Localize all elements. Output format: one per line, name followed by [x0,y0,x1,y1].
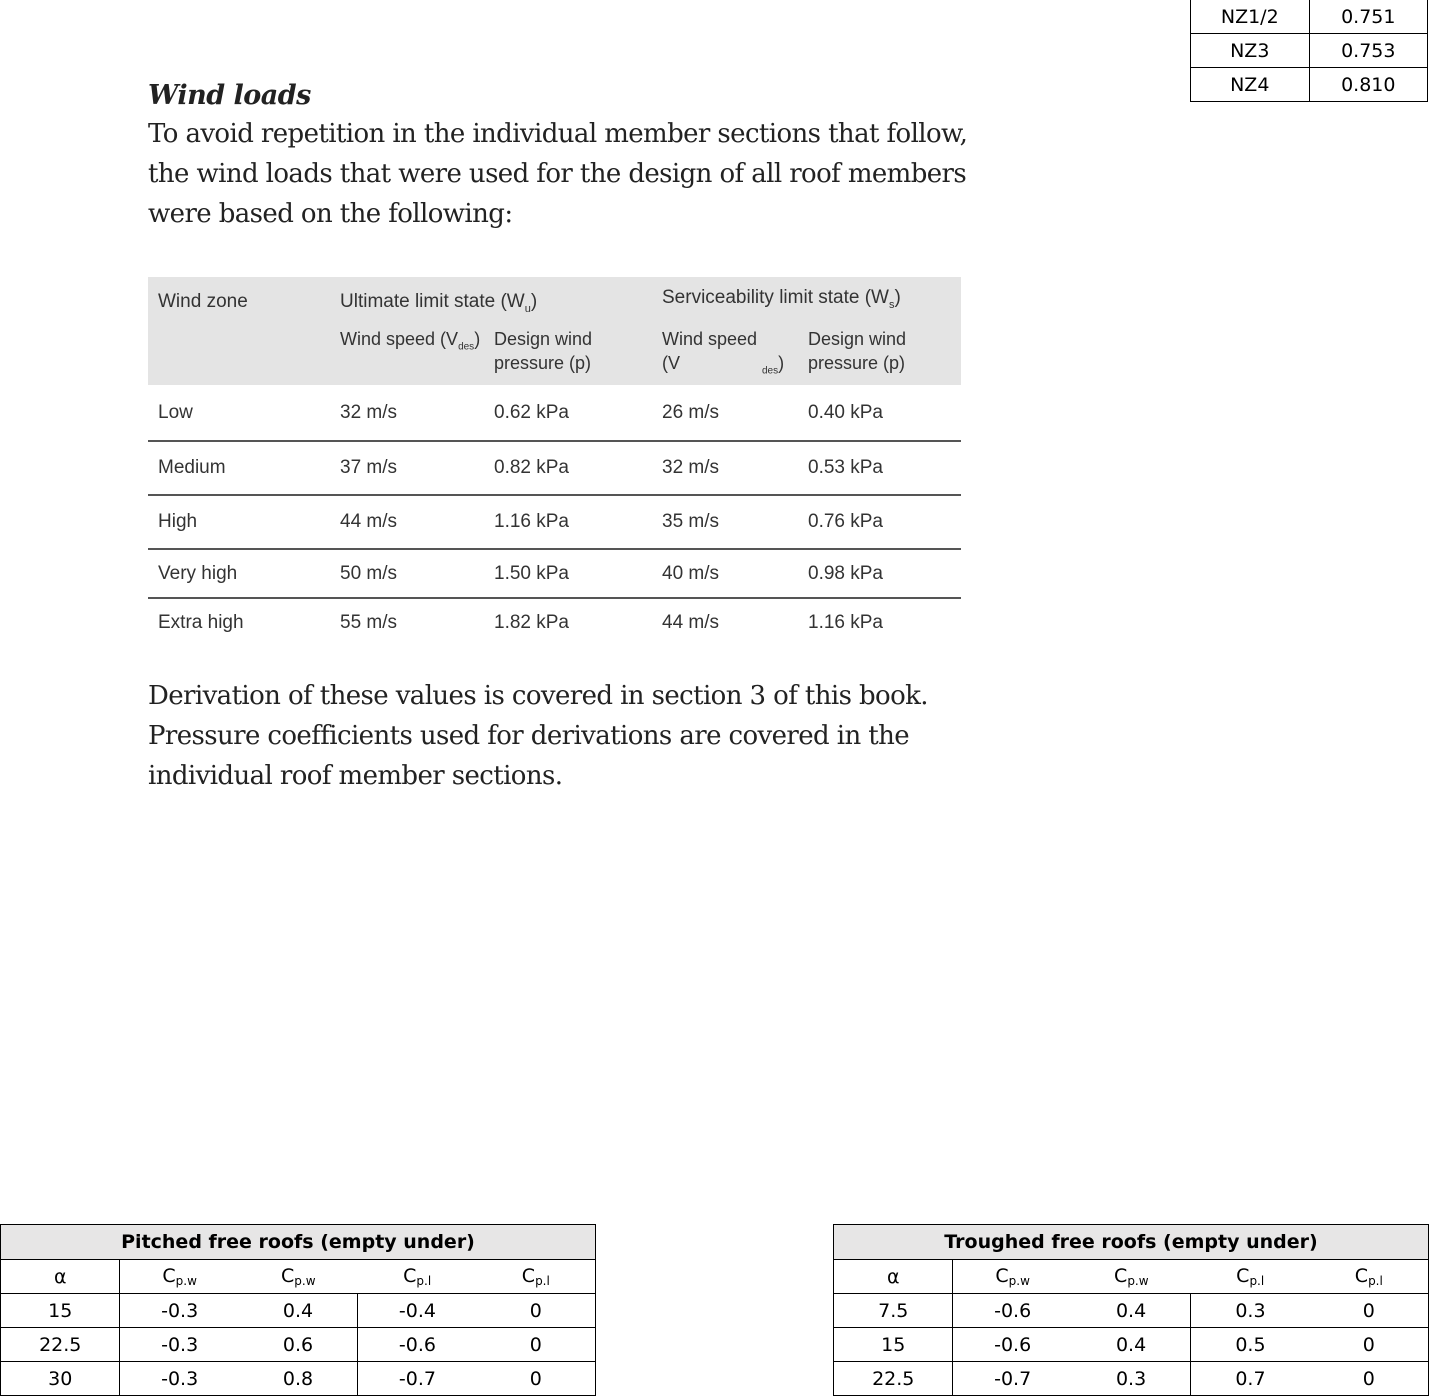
table-cell: -0.7 [953,1362,1072,1396]
table-cell: 30 [1,1362,120,1396]
table-cell: 0.82 kPa [484,441,652,495]
wind-zone-cell: Extra high [148,598,330,646]
table-cell: 26 m/s [662,401,720,423]
table-cell: -0.6 [953,1328,1072,1362]
table-cell: 50 m/s [330,549,484,598]
table-row [1191,68,1428,102]
troughed-roof-table [833,1224,1429,1396]
col-header-sls-pressure: Design wind pressure (p) [808,329,907,373]
table-cell: 40 m/s [652,549,798,598]
table-cell: 0 [1310,1294,1429,1328]
table-cell: 32 m/s [652,441,798,495]
table-cell: 0.810 [1309,68,1427,102]
col-header-uls: Ultimate limit state $(W_u)$ [340,291,538,315]
table-cell: 1.16 kPa [798,598,961,646]
col-header-alpha: α [1,1260,120,1294]
table-cell: 0.3 [1191,1294,1310,1328]
table-row [1,1328,596,1362]
table-cell: 0 [477,1362,596,1396]
table-cell: 37 m/s [330,441,484,495]
table-cell: 0.751 [1309,0,1427,34]
intro-paragraph: To avoid repetition in the individual member sections that follow, the wind loads that were used for the design of all roof members were based on the following: [148,119,968,229]
table-row [834,1362,1429,1396]
table-cell: 0.8 [239,1362,358,1396]
wind-loads-excerpt [148,78,988,796]
table-row [148,495,961,549]
table-cell: NZ4 [1191,68,1310,102]
table-row [834,1328,1429,1362]
table-cell: 15 [1,1294,120,1328]
wind-zone-cell: Medium [148,441,330,495]
table-cell: 1.82 kPa [484,598,652,646]
table-cell: 32 m/s [340,401,398,423]
footer-paragraph: Derivation of these values is covered in section 3 of this book. Pressure coefficients used for derivations are covered in the individual roof member sections. [148,681,928,791]
table-header-row [148,277,961,327]
table-cell: -0.7 [358,1362,477,1396]
wind-load-table [148,277,961,646]
col-header-cpw: $C_{p.w}$ [953,1260,1072,1294]
table-cell: 1.50 kPa [484,549,652,598]
table-cell: 15 [834,1328,953,1362]
table-cell: 0.40 kPa [808,401,883,423]
table-row [1,1294,596,1328]
table-cell: -0.4 [358,1294,477,1328]
col-header-uls-pressure: Design wind pressure (p) [494,329,593,373]
wind-zone-cell: High [148,495,330,549]
col-header-cpl: $C_{p.l}$ [1310,1260,1429,1294]
table-header-row [834,1260,1429,1294]
col-header-cpl: $C_{p.l}$ [358,1260,477,1294]
table-cell: 0.4 [1072,1294,1191,1328]
table-cell: -0.6 [953,1294,1072,1328]
table-cell: 35 m/s [652,495,798,549]
col-header-cpw: $C_{p.w}$ [1072,1260,1191,1294]
table-cell: 0 [477,1328,596,1362]
col-header-cpw: $C_{p.w}$ [120,1260,239,1294]
table-cell: 0.6 [239,1328,358,1362]
wind-zone-cell: Very high [148,549,330,598]
table-cell: 44 m/s [652,598,798,646]
table-cell: 0.3 [1072,1362,1191,1396]
col-header-cpw: $C_{p.w}$ [239,1260,358,1294]
col-header-sls: Serviceability limit state $(W_s)$ [662,287,901,311]
table-cell: NZ3 [1191,34,1310,68]
table-cell: -0.6 [358,1328,477,1362]
nz-factor-table [1190,0,1428,102]
col-header-wind-zone: Wind zone [158,291,248,312]
col-header-cpl: $C_{p.l}$ [477,1260,596,1294]
col-header-alpha: α [834,1260,953,1294]
table-cell: 0.98 kPa [798,549,961,598]
table-cell: 0 [1310,1328,1429,1362]
table-row [1,1362,596,1396]
table-row [148,598,961,646]
table-cell: 44 m/s [330,495,484,549]
table-cell: 0.4 [1072,1328,1191,1362]
table-subheader-row [148,327,961,385]
table-header-row [1,1260,596,1294]
table-cell: -0.3 [120,1294,239,1328]
table-cell: 22.5 [1,1328,120,1362]
table-cell: -0.3 [120,1328,239,1362]
table-title: Pitched free roofs (empty under) [1,1225,596,1260]
table-cell: 0 [1310,1362,1429,1396]
table-row [834,1294,1429,1328]
table-cell: 0.7 [1191,1362,1310,1396]
table-row [148,385,961,441]
wind-zone-cell: Low [158,401,193,423]
table-cell: 0.753 [1309,34,1427,68]
table-cell: 7.5 [834,1294,953,1328]
col-header-cpl: $C_{p.l}$ [1191,1260,1310,1294]
table-cell: -0.3 [120,1362,239,1396]
table-cell: 55 m/s [330,598,484,646]
table-cell: NZ1/2 [1191,0,1310,34]
col-header-sls-wind-speed: Wind speed (V $_{des}$) [662,329,785,377]
table-row [148,441,961,495]
table-cell: 22.5 [834,1362,953,1396]
table-cell: 0.4 [239,1294,358,1328]
table-row [148,549,961,598]
table-title: Troughed free roofs (empty under) [834,1225,1429,1260]
col-header-uls-wind-speed: Wind speed $(V_{des})$ [340,329,481,353]
table-cell: 0.62 kPa [494,401,569,423]
table-cell: 0.76 kPa [798,495,961,549]
section-heading: Wind loads [148,80,311,111]
table-cell: 0.53 kPa [798,441,961,495]
table-row [1191,34,1428,68]
table-cell: 0.5 [1191,1328,1310,1362]
table-row [1191,0,1428,34]
table-cell: 1.16 kPa [484,495,652,549]
pitched-roof-table [0,1224,596,1396]
table-cell: 0 [477,1294,596,1328]
